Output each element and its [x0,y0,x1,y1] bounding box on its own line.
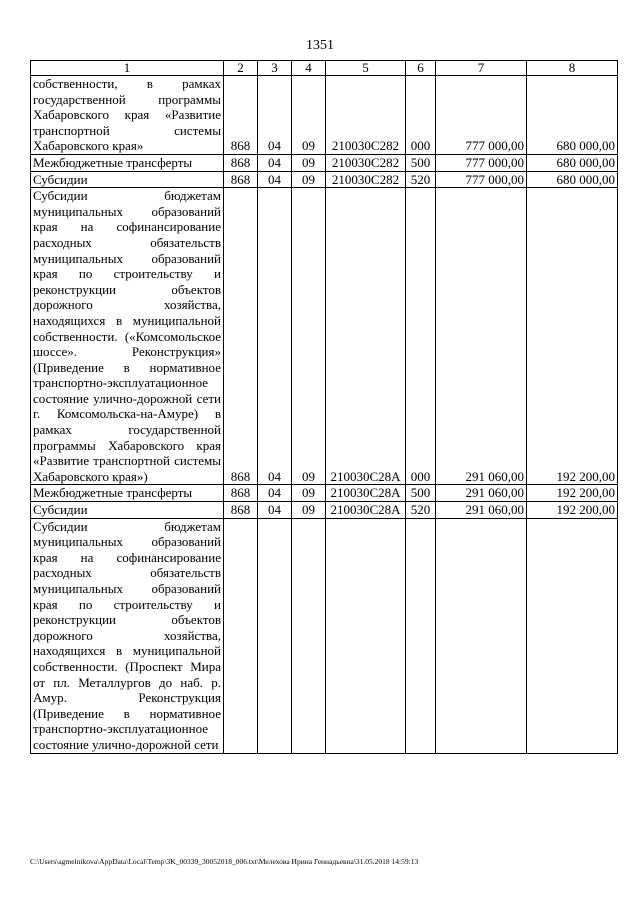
cell-pr: 09 [292,154,326,171]
table-header-row [31,61,618,76]
cell-rz: 04 [258,154,292,171]
file-path-footer: C:\Users\agmelnikova\AppData\Local\Temp\3K_00339_30052018_006.txt\Мелехова Ирина Геннадьевна\31.05.2018 14:59:13 [30,857,419,866]
column-header: 5 [326,61,406,76]
row-name: Субсидии бюджетам муниципальных образований края на софинансирование расходных обязательств муниципальных образований края по строительству и реконструкции объектов дорожного хозяйства, находящихся в муниципальной собственности. («Комсомольское шоссе». Реконструкция» (Приведение в нормативное транспортно-эксплуатационное состояние улично-дорожной сети г. Комсомольска-на-Амуре) в рамках государственной программы Хабаровского края «Развитие транспортной системы Хабаровского края») [31,188,224,485]
cell-sum-1: 777 000,00 [436,171,527,188]
cell-sum-1 [436,518,527,753]
cell-vr [406,518,436,753]
row-name: Субсидии [31,171,224,188]
cell-rz: 04 [258,171,292,188]
cell-csr: 210030С282 [326,171,406,188]
cell-csr: 210030С28А [326,188,406,485]
cell-sum-2: 192 200,00 [527,485,618,502]
column-header: 6 [406,61,436,76]
cell-csr [326,518,406,753]
cell-pr: 09 [292,502,326,519]
column-header: 1 [31,61,224,76]
cell-gr [224,518,258,753]
cell-sum-2: 680 000,00 [527,154,618,171]
table-row [31,502,618,519]
cell-sum-2: 192 200,00 [527,188,618,485]
cell-rz: 04 [258,76,292,155]
cell-pr: 09 [292,485,326,502]
cell-vr: 500 [406,485,436,502]
cell-sum-1: 291 060,00 [436,188,527,485]
cell-gr: 868 [224,485,258,502]
cell-gr: 868 [224,154,258,171]
cell-rz [258,518,292,753]
column-header: 3 [258,61,292,76]
column-header: 8 [527,61,618,76]
cell-vr: 520 [406,171,436,188]
cell-pr: 09 [292,188,326,485]
budget-table [30,60,618,754]
cell-sum-1: 291 060,00 [436,485,527,502]
cell-gr: 868 [224,76,258,155]
table-row [31,188,618,485]
row-name: Межбюджетные трансферты [31,154,224,171]
cell-csr: 210030С28А [326,485,406,502]
cell-sum-1: 291 060,00 [436,502,527,519]
cell-gr: 868 [224,188,258,485]
table-row [31,171,618,188]
cell-vr: 520 [406,502,436,519]
cell-rz: 04 [258,502,292,519]
cell-pr: 09 [292,76,326,155]
table-row [31,518,618,753]
cell-sum-1: 777 000,00 [436,154,527,171]
cell-sum-2 [527,518,618,753]
row-name: Субсидии бюджетам муниципальных образований края на софинансирование расходных обязательств муниципальных образований края по строительству и реконструкции объектов дорожного хозяйства, находящихся в муниципальной собственности. (Проспект Мира от пл. Металлургов до наб. р. Амур. Реконструкция (Приведение в нормативное транспортно-эксплуатационное состояние улично-дорожной сети [31,518,224,753]
cell-pr [292,518,326,753]
row-name: Межбюджетные трансферты [31,485,224,502]
cell-pr: 09 [292,171,326,188]
cell-vr: 000 [406,76,436,155]
page-number: 1351 [306,38,334,53]
row-name: Субсидии [31,502,224,519]
column-header: 4 [292,61,326,76]
cell-sum-1: 777 000,00 [436,76,527,155]
cell-rz: 04 [258,188,292,485]
table-row [31,154,618,171]
cell-vr: 000 [406,188,436,485]
table-row [31,485,618,502]
cell-vr: 500 [406,154,436,171]
column-header: 2 [224,61,258,76]
row-name: собственности, в рамках государственной программы Хабаровского края «Развитие транспортной системы Хабаровского края» [31,76,224,155]
cell-sum-2: 192 200,00 [527,502,618,519]
cell-sum-2: 680 000,00 [527,76,618,155]
column-header: 7 [436,61,527,76]
cell-csr: 210030С28А [326,502,406,519]
cell-rz: 04 [258,485,292,502]
cell-csr: 210030С282 [326,76,406,155]
cell-sum-2: 680 000,00 [527,171,618,188]
table-row [31,76,618,155]
cell-gr: 868 [224,171,258,188]
cell-gr: 868 [224,502,258,519]
cell-csr: 210030С282 [326,154,406,171]
